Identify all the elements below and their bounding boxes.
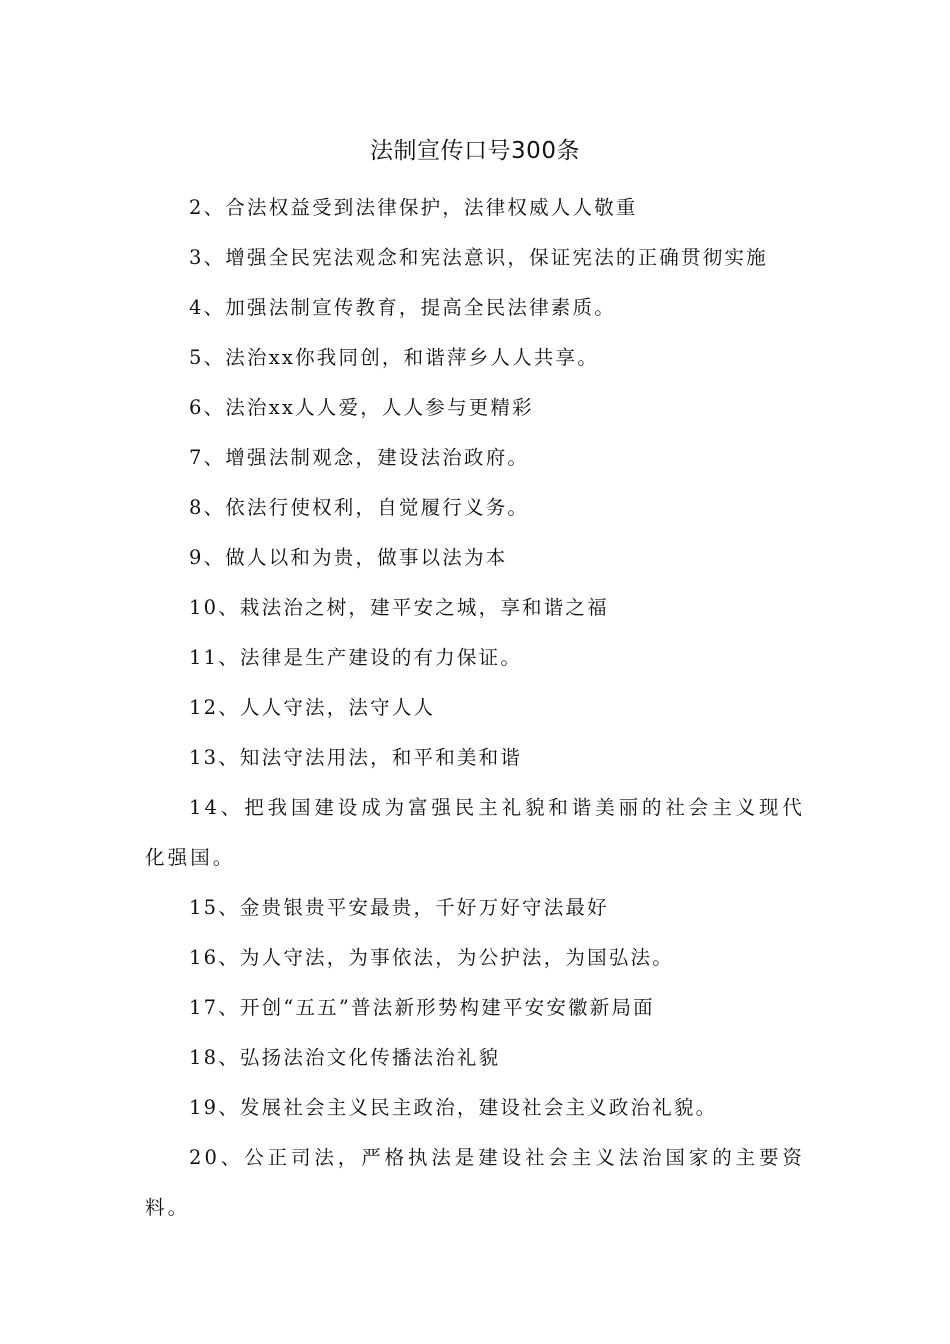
- slogan-item: 10、栽法治之树，建平安之城，享和谐之福: [189, 596, 609, 619]
- slogan-item: 8、依法行使权利，自觉履行义务。: [189, 496, 530, 519]
- slogan-item: 19、发展社会主义民主政治，建设社会主义政治礼貌。: [189, 1096, 718, 1119]
- slogan-item: 4、加强法制宣传教育，提高全民法律素质。: [189, 296, 616, 319]
- slogan-item: 5、法治xx你我同创，和谐萍乡人人共享。: [189, 346, 599, 369]
- slogan-item: 15、金贵银贵平安最贵，千好万好守法最好: [189, 896, 609, 919]
- slogan-item: 13、知法守法用法，和平和美和谐: [189, 746, 523, 769]
- slogan-item: 3、增强全民宪法观念和宪法意识，保证宪法的正确贯彻实施: [189, 246, 768, 269]
- slogan-item: 16、为人守法，为事依法，为公护法，为国弘法。: [189, 946, 674, 969]
- slogan-item: 12、人人守法，法守人人: [189, 696, 436, 719]
- slogan-item: 18、弘扬法治文化传播法治礼貌: [189, 1046, 501, 1069]
- slogan-item: 17、开创“五五”普法新形势构建平安安徽新局面: [189, 996, 655, 1019]
- slogan-item: 7、增强法制观念，建设法治政府。: [189, 446, 530, 469]
- slogan-item: 11、法律是生产建设的有力保证。: [189, 646, 523, 669]
- slogan-item: 20、公正司法，严格执法是建设社会主义法治国家的主要资料。: [145, 1146, 805, 1219]
- slogan-item: 14、把我国建设成为富强民主礼貌和谐美丽的社会主义现代化强国。: [145, 796, 805, 869]
- slogan-list: [145, 183, 805, 1233]
- slogan-item: 2、合法权益受到法律保护，法律权威人人敬重: [189, 196, 638, 219]
- slogan-item: 6、法治xx人人爱，人人参与更精彩: [189, 396, 534, 419]
- slogan-item: 9、做人以和为贵，做事以法为本: [189, 546, 508, 569]
- page-title: 法制宣传口号300条: [370, 138, 580, 164]
